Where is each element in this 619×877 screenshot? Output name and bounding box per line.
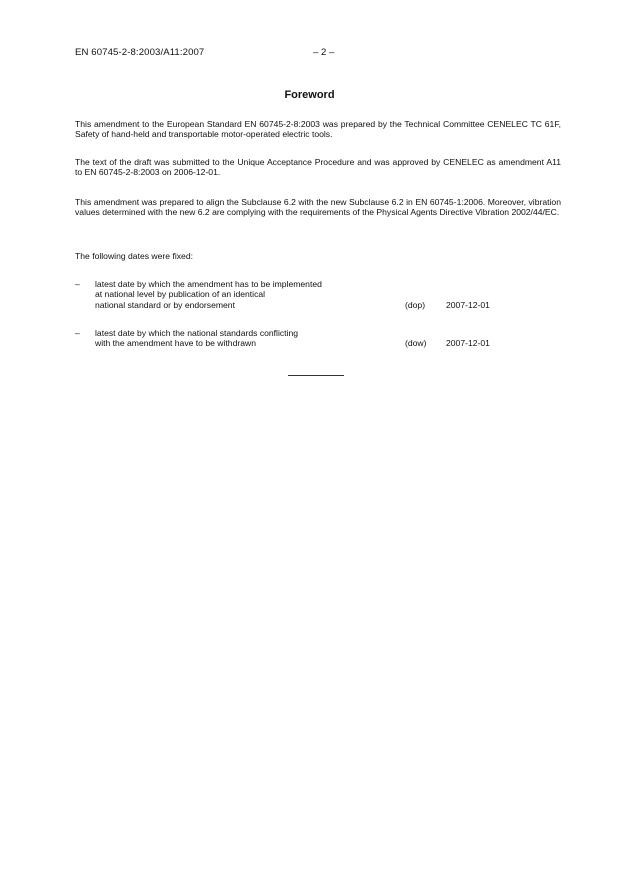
end-rule-divider — [288, 375, 344, 376]
date-code: (dop) — [405, 299, 426, 310]
list-dash: – — [75, 279, 80, 289]
date-code: (dow) — [405, 338, 427, 349]
document-reference: EN 60745-2-8:2003/A11:2007 — [75, 47, 205, 58]
paragraph-prepared-by: This amendment to the European Standard EN 60745-2-8:2003 was prepared by the Technical Committee CENELEC TC 61F, Safety of hand-held and transportable motor-operated electric tools. — [75, 119, 561, 140]
description-line: latest date by which the national standards conflicting — [95, 328, 299, 338]
description-line: at national level by publication of an identical — [95, 289, 266, 300]
description-line: national standard or by endorsement — [95, 299, 235, 310]
date-value: 2007-12-01 — [446, 338, 490, 349]
list-dash: – — [75, 328, 80, 338]
date-value: 2007-12-01 — [446, 299, 490, 310]
date-item-description — [95, 279, 385, 310]
paragraph-approval: The text of the draft was submitted to the Unique Acceptance Procedure and was approved by CENELEC as amendment A11 to EN 60745-2-8:2003 on 2006-12-01. — [75, 157, 561, 178]
page-title: Foreword — [284, 89, 335, 101]
date-item-description — [95, 328, 385, 349]
paragraph-dates-intro: The following dates were fixed: — [75, 251, 193, 261]
paragraph-alignment: This amendment was prepared to align the Subclause 6.2 with the new Subclause 6.2 in EN 60745-1:2006. Moreover, vibration values determined with the new 6.2 are complying with the requirements of the Physical Agents Directive Vibration 2002/44/EC. — [75, 197, 561, 218]
page-number: – 2 – — [313, 47, 335, 58]
description-line: with the amendment have to be withdrawn — [95, 338, 256, 349]
description-line: latest date by which the amendment has to be implemented — [95, 279, 322, 289]
